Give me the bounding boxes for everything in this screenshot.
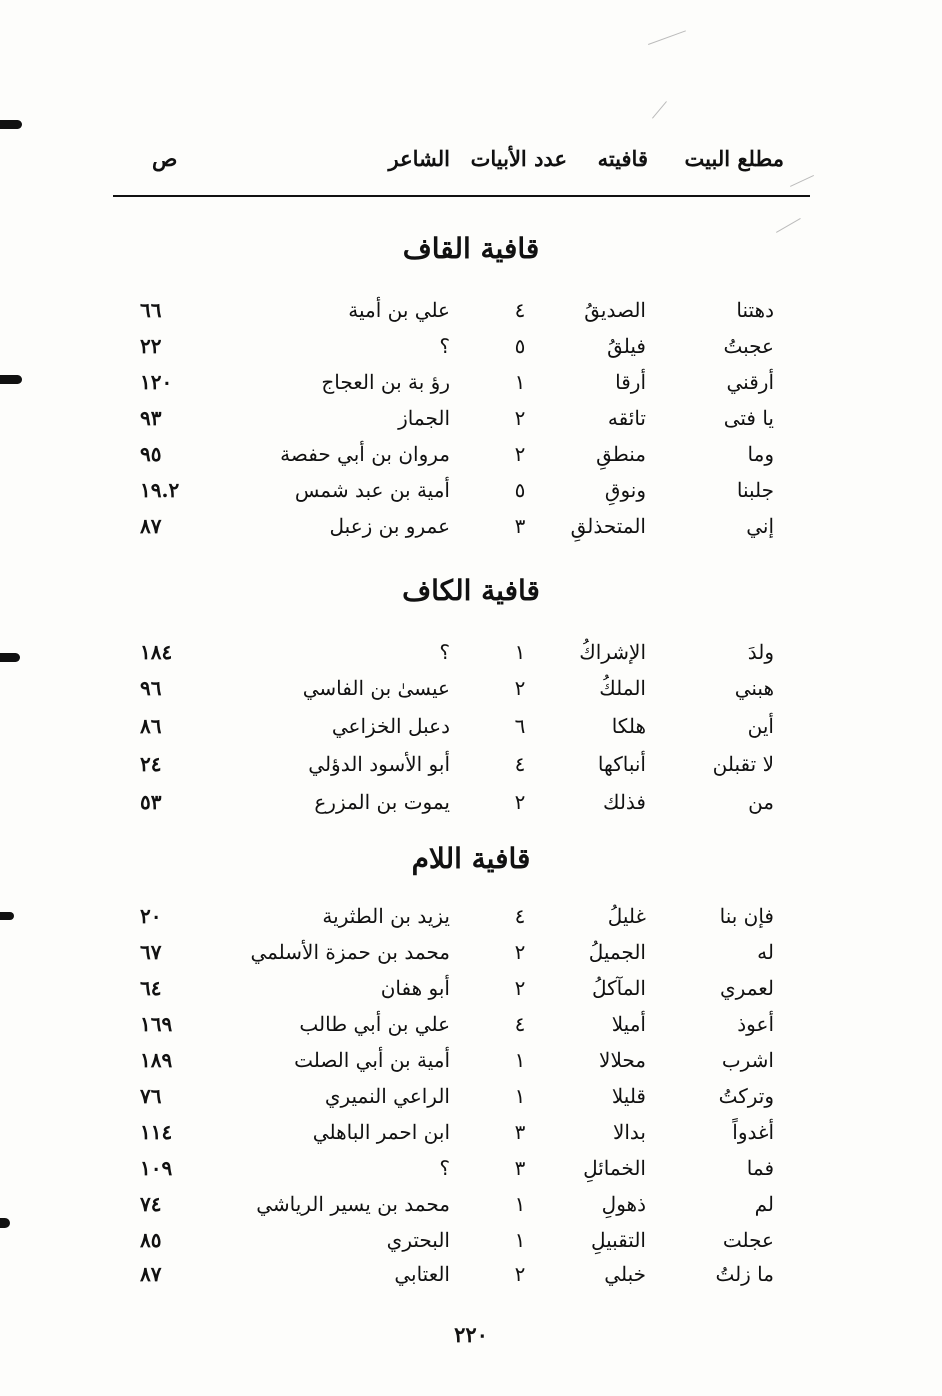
page-ref: ٧٦ (140, 1084, 162, 1108)
first-word: عجبتُ (723, 334, 774, 358)
rhyme-word: التقبيلِ (590, 1228, 646, 1252)
table-row (0, 640, 942, 674)
rhyme-word: خبلي (604, 1262, 646, 1286)
poet-name: أبو هفان (380, 976, 450, 1000)
page-ref: ١٩.٢ (140, 478, 180, 502)
rhyme-word: أرقا (615, 370, 646, 394)
table-row (0, 298, 942, 332)
page-ref: ٨٧ (140, 514, 162, 538)
rhyme-word: ونوقِ (604, 478, 646, 502)
verse-count: ٢ (514, 940, 526, 964)
verse-count: ٥ (514, 334, 526, 358)
table-row (0, 370, 942, 404)
verse-count: ٢ (514, 406, 526, 430)
first-word: من (748, 790, 774, 814)
table-row (0, 442, 942, 476)
header-page: ص (152, 146, 178, 171)
poet-name: عمرو بن زعبل (329, 514, 450, 538)
page-ref: ٨٦ (140, 714, 162, 738)
poet-name: علي بن أمية (348, 298, 450, 322)
poet-name: ؟ (439, 1156, 450, 1180)
page-ref: ٥٣ (140, 790, 162, 814)
page-number: ٢٢٠ (454, 1322, 488, 1347)
table-row (0, 790, 942, 824)
verse-count: ٤ (514, 752, 526, 776)
page-ref: ١٢٠ (140, 370, 173, 394)
verse-count: ١ (514, 1084, 526, 1108)
first-word: هبني (734, 676, 774, 700)
page-ref: ٩٥ (140, 442, 162, 466)
poet-name: علي بن أبي طالب (299, 1012, 450, 1036)
poet-name: مروان بن أبي حفصة (280, 442, 450, 466)
first-word: أعوذ (737, 1012, 774, 1036)
rhyme-word: فذلك (602, 790, 646, 814)
section-title: قافية اللام (411, 842, 531, 875)
table-row (0, 752, 942, 786)
rhyme-word: أنباكها (597, 752, 646, 776)
first-word: أرقني (726, 370, 774, 394)
first-word: عجلت (722, 1228, 774, 1252)
page-ref: ١٦٩ (140, 1012, 173, 1036)
rhyme-word: الإشراكُ (579, 640, 646, 664)
poet-name: عيسىٰ بن الفاسي (302, 676, 450, 700)
first-word: أغدواً (732, 1120, 774, 1144)
rhyme-word: ذهولِ (601, 1192, 646, 1216)
poet-name: أبو الأسود الدؤلي (308, 752, 450, 776)
page-ref: ٨٥ (140, 1228, 162, 1252)
verse-count: ٥ (514, 478, 526, 502)
poet-name: العتابي (394, 1262, 450, 1286)
rhyme-word: هلكا (611, 714, 646, 738)
verse-count: ٢ (514, 790, 526, 814)
poet-name: ؟ (439, 640, 450, 664)
poet-name: ؟ (439, 334, 450, 358)
page-ref: ٦٧ (140, 940, 162, 964)
poet-name: يزيد بن الطثرية (322, 904, 450, 928)
table-row (0, 1262, 942, 1296)
poet-name: يموت بن المزرع (314, 790, 450, 814)
first-word: ولدَ (747, 640, 774, 664)
header-rule (113, 195, 810, 197)
verse-count: ٢ (514, 1262, 526, 1286)
rhyme-word: الصديقُ (584, 298, 646, 322)
first-word: اشرب (721, 1048, 774, 1072)
first-word: وما (747, 442, 774, 466)
page-ref: ٦٤ (140, 976, 162, 1000)
verse-count: ٣ (514, 514, 526, 538)
poet-name: محمد بن حمزة الأسلمي (250, 940, 450, 964)
header-rhyme: قافيته (597, 146, 648, 171)
page-ref: ٩٦ (140, 676, 162, 700)
rhyme-word: المآكلُ (592, 976, 646, 1000)
table-row (0, 976, 942, 1010)
page-ref: ١٠٩ (140, 1156, 173, 1180)
rhyme-word: قليلا (611, 1084, 646, 1108)
first-word: فما (746, 1156, 774, 1180)
rhyme-word: الملكُ (599, 676, 646, 700)
verse-count: ٦ (514, 714, 526, 738)
page-ref: ٨٧ (140, 1262, 162, 1286)
poet-name: دعبل الخزاعي (331, 714, 450, 738)
rhyme-word: الخمائلِ (583, 1156, 646, 1180)
verse-count: ٢ (514, 976, 526, 1000)
page-ref: ٢٢ (140, 334, 162, 358)
verse-count: ٣ (514, 1120, 526, 1144)
verse-count: ٣ (514, 1156, 526, 1180)
page-ref: ٦٦ (140, 298, 162, 322)
table-row (0, 406, 942, 440)
table-row (0, 334, 942, 368)
rhyme-word: تائقه (607, 406, 646, 430)
table-row (0, 714, 942, 748)
table-row (0, 514, 942, 548)
first-word: لا تقبلن (712, 752, 774, 776)
page-ref: ٩٣ (140, 406, 162, 430)
scan-artifact (652, 101, 667, 118)
first-word: فإن بنا (719, 904, 774, 928)
rhyme-word: فيلقُ (607, 334, 646, 358)
section-title: قافية الكاف (402, 574, 540, 607)
first-word: دهتنا (736, 298, 774, 322)
scan-artifact (776, 218, 801, 233)
section-title: قافية القاف (402, 232, 540, 265)
verse-count: ١ (514, 1228, 526, 1252)
table-header (0, 146, 942, 180)
table-row (0, 1084, 942, 1118)
header-verse-count: عدد الأبيات (470, 146, 567, 171)
poet-name: أمية بن عبد شمس (294, 478, 450, 502)
page-ref: ٢٠ (140, 904, 162, 928)
poet-name: محمد بن يسير الرياشي (256, 1192, 450, 1216)
page-ref: ١١٤ (140, 1120, 173, 1144)
header-poet: الشاعر (388, 146, 450, 171)
first-word: أين (747, 714, 774, 738)
rhyme-word: غليلُ (607, 904, 646, 928)
first-word: إني (746, 514, 774, 538)
poet-name: الراعي النميري (324, 1084, 450, 1108)
poet-name: ابن احمر الباهلي (312, 1120, 450, 1144)
table-row (0, 1228, 942, 1262)
first-word: ما زلتُ (715, 1262, 774, 1286)
table-row (0, 940, 942, 974)
rhyme-word: محلالا (599, 1048, 646, 1072)
page-ref: ٢٤ (140, 752, 162, 776)
poet-name: الجماز (398, 406, 450, 430)
first-word: جلبنا (736, 478, 774, 502)
first-word: له (757, 940, 774, 964)
poet-name: أمية بن أبي الصلت (294, 1048, 450, 1072)
scan-artifact (648, 30, 686, 45)
table-row (0, 1120, 942, 1154)
verse-count: ٤ (514, 1012, 526, 1036)
verse-count: ٤ (514, 298, 526, 322)
first-word: وتركتُ (718, 1084, 774, 1108)
page-ref: ٧٤ (140, 1192, 162, 1216)
verse-count: ٤ (514, 904, 526, 928)
first-word: لم (754, 1192, 774, 1216)
table-row (0, 1012, 942, 1046)
first-word: لعمري (720, 976, 774, 1000)
scan-edge-mark (0, 120, 22, 129)
rhyme-word: أميلا (611, 1012, 646, 1036)
verse-count: ١ (514, 370, 526, 394)
table-row (0, 676, 942, 710)
table-row (0, 1048, 942, 1082)
verse-count: ٢ (514, 442, 526, 466)
page-ref: ١٨٤ (140, 640, 173, 664)
verse-count: ١ (514, 640, 526, 664)
rhyme-word: المتحذلقِ (570, 514, 646, 538)
page-ref: ١٨٩ (140, 1048, 173, 1072)
rhyme-word: الجميلُ (588, 940, 646, 964)
verse-count: ١ (514, 1192, 526, 1216)
header-first-word: مطلع البيت (684, 146, 784, 171)
verse-count: ١ (514, 1048, 526, 1072)
verse-count: ٢ (514, 676, 526, 700)
poet-name: البحتري (386, 1228, 450, 1252)
poet-name: رؤ بة بن العجاج (321, 370, 450, 394)
table-row (0, 1156, 942, 1190)
rhyme-word: بدالا (612, 1120, 646, 1144)
table-row (0, 904, 942, 938)
first-word: يا فتى (723, 406, 774, 430)
rhyme-word: منطقِ (596, 442, 646, 466)
table-row (0, 478, 942, 512)
table-row (0, 1192, 942, 1226)
